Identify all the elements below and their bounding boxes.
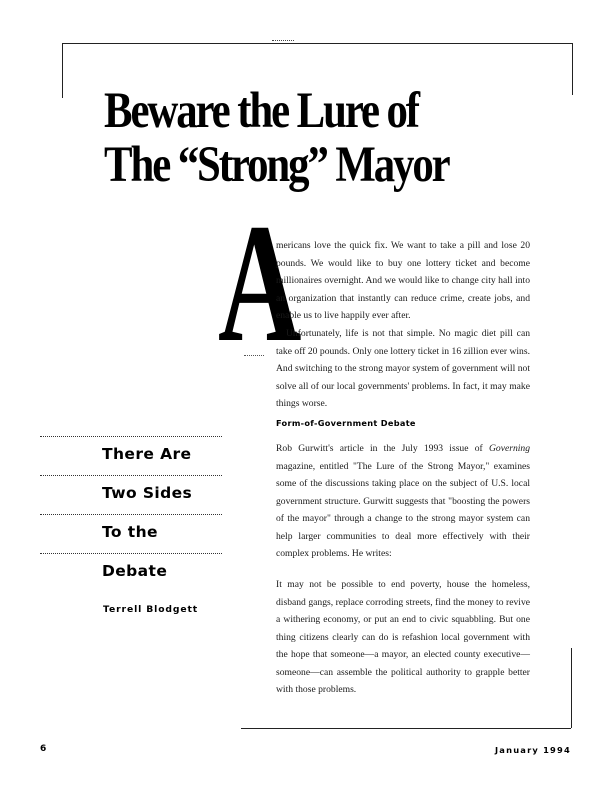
drop-cap: A [218, 189, 302, 377]
frame-rule-left [62, 43, 63, 98]
headline-line-1: Beware the Lure of [104, 83, 418, 139]
publication-title: Governing [488, 443, 530, 454]
article-headline [104, 84, 457, 192]
sidebar-title-block [40, 436, 222, 592]
top-dotted-mark [272, 40, 294, 44]
drop-cap-rule [244, 355, 264, 356]
sidebar-line [40, 554, 222, 592]
page-number: 6 [40, 744, 47, 754]
sidebar-line [40, 437, 222, 475]
sidebar-line [40, 515, 222, 553]
sidebar-title-line-1: There Are [102, 445, 192, 463]
block-quote: It may not be possible to end poverty, house the homeless, disband gangs, replace corroding streets, find the money to revive a withering economy, or put an end to civic squabbling. But one thing citizens clearly can do is refashion local government with the hope that someone—a mayor, an elected county executive—someone—can assemble the political authority to grapple better with those problems. [276, 579, 530, 695]
sidebar-title-line-3: To the [102, 523, 158, 541]
section-paragraph-start: Rob Gurwitt's article in the July 1993 issue of [276, 443, 489, 454]
author-byline: Terrell Blodgett [103, 604, 199, 615]
section-paragraph [276, 440, 530, 563]
section-paragraph-end: magazine, entitled "The Lure of the Strong Mayor," examines some of the discussions taking place on the subject of U.S. local government structure. Gurwitt suggests that "boosting the powers of the mayor" through a change to the strong mayor system can help larger communities to deal more effectively with their complex problems. He writes: [276, 460, 530, 559]
section-heading: Form-of-Government Debate [276, 418, 416, 428]
issue-date: January 1994 [495, 745, 571, 755]
headline-line-2: The “Strong” Mayor [104, 137, 449, 193]
frame-rule-right-bottom [571, 648, 572, 728]
frame-rule-right [572, 43, 573, 95]
intro-paragraph-2: Unfortunately, life is not that simple. No magic diet pill can take off 20 pounds. Only one lottery ticket in 16 zillion ever wins. And switching to the strong mayor system of government will not solve all of our local governments' problems. In fact, it may make things worse. [276, 328, 530, 409]
frame-rule-bottom [241, 728, 571, 729]
frame-rule-top [62, 43, 573, 44]
sidebar-title-line-4: Debate [102, 562, 168, 580]
sidebar-line [40, 476, 222, 514]
sidebar-title-line-2: Two Sides [102, 484, 193, 502]
intro-paragraph: mericans love the quick fix. We want to take a pill and lose 20 pounds. We would like to buy one lottery ticket and become millionaires overnight. And we would like to change city hall into an organization that instantly can reduce crime, create jobs, and enable us to live happily ever after. [276, 240, 530, 321]
